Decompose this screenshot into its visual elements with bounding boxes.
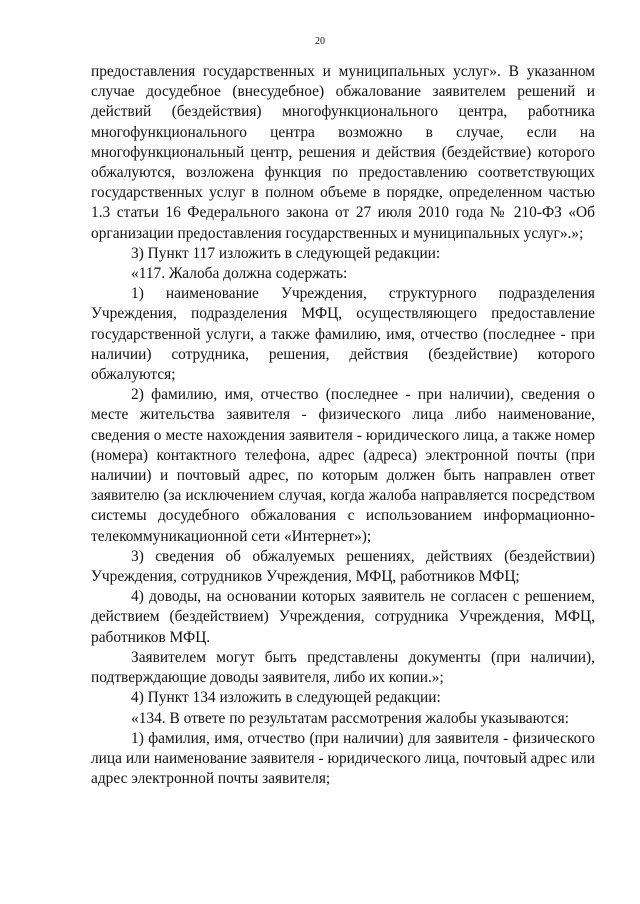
paragraph-134-heading: «134. В ответе по результатам рассмотрения жалобы указываются: (131, 709, 570, 727)
paragraph-117-item-3: 3) сведения об обжалуемых решениях, действиях (бездействии) Учреждения, сотрудников Учреждения, МФЦ, работников МФЦ; (91, 547, 595, 586)
paragraph-117-item-1: 1) наименование Учреждения, структурного подразделения Учреждения, подразделения МФЦ, осуществляющего предоставление государственной услуги, а также фамилию, имя, отчество (последнее - при наличии) сотрудника, решения, действия (бездействие) которого обжалуются; (91, 285, 595, 384)
document-body (91, 62, 595, 789)
paragraph-117-item-4: 4) доводы, на основании которых заявитель не согласен с решением, действием (бездействием) Учреждения, сотрудника Учреждения, МФЦ, работников МФЦ. (91, 588, 595, 646)
paragraph-117-heading: «117. Жалоба должна содержать: (131, 265, 348, 283)
page-number: 20 (315, 36, 325, 47)
paragraph-documents-note: Заявителем могут быть представлены документы (при наличии), подтверждающие доводы заявителя, либо их копии.»; (91, 648, 595, 687)
paragraph-item-4-intro: 4) Пункт 134 изложить в следующей редакции: (131, 689, 441, 707)
paragraph-117-item-2: 2) фамилию, имя, отчество (последнее - при наличии), сведения о месте жительства заявителя - физического лица либо наименование, сведения о месте нахождения заявителя - юридического лица, а также номер (номера) контактного телефона, адрес (адреса) электронной почты (при наличии) и почтовый адрес, по которым должен быть направлен ответ заявителю (за исключением случая, когда жалоба направляется посредством системы досудебного обжалования с использованием информационно-телекоммуникационной сети «Интернет»); (91, 386, 595, 545)
paragraph-continuation: предоставления государственных и муниципальных услуг». В указанном случае досудебное (внесудебное) обжалование заявителем решений и действий (бездействия) многофункционального центра, работника многофункционального центра возможно в случае, если на многофункциональный центр, решения и действия (бездействие) которого обжалуются, возложена функция по предоставлению соответствующих государственных услуг в полном объеме в порядке, определенном частью 1.3 статьи 16 Федерального закона от 27 июля 2010 года № 210-ФЗ «Об организации предоставления государственных и муниципальных услуг».»; (91, 63, 595, 242)
paragraph-134-item-1: 1) фамилия, имя, отчество (при наличии) для заявителя - физического лица или наименование заявителя - юридического лица, почтовый адрес или адрес электронной почты заявителя; (91, 729, 595, 788)
paragraph-item-3-intro: 3) Пункт 117 изложить в следующей редакции: (131, 244, 441, 262)
